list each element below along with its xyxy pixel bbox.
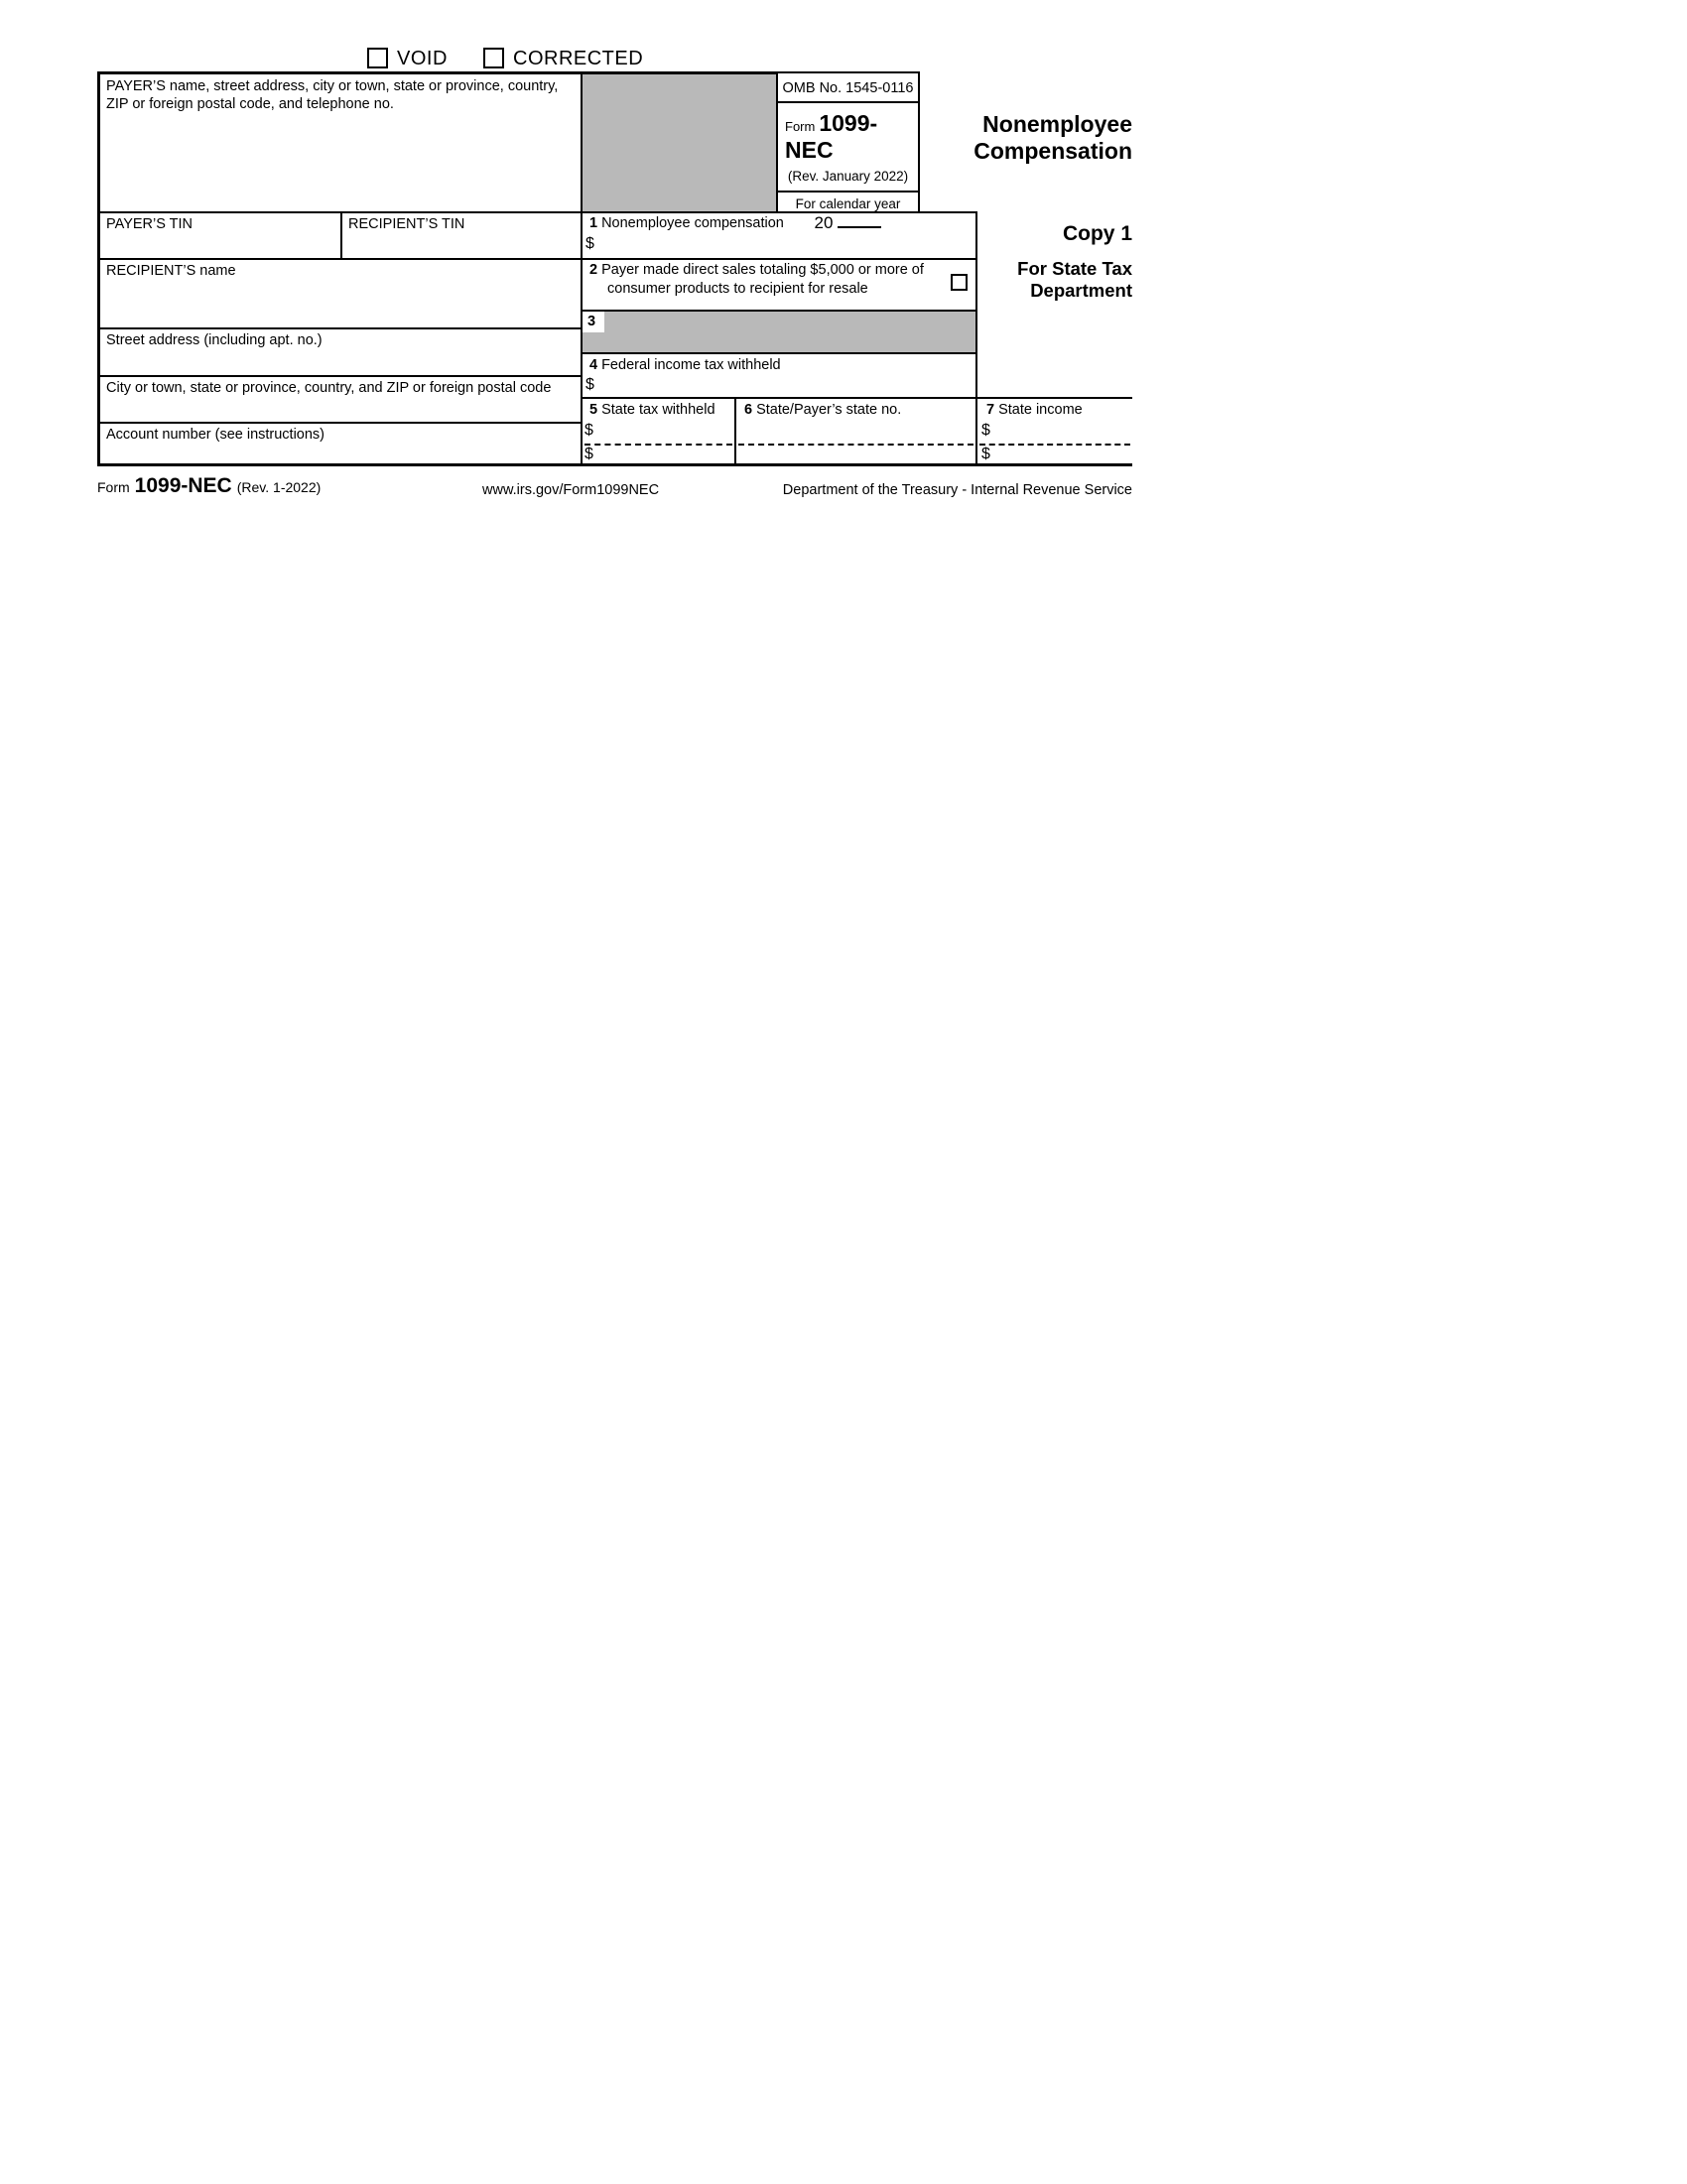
box2-text-line1: Payer made direct sales totaling $5,000 or more of <box>601 262 924 278</box>
shaded-area-top <box>583 74 776 211</box>
footer-agency: Department of the Treasury - Internal Revenue Service <box>782 482 1132 498</box>
box4-label <box>589 357 781 375</box>
box3-shaded-area <box>583 312 975 352</box>
account-top-line <box>97 422 581 424</box>
void-checkbox[interactable] <box>367 48 388 68</box>
box1-number: 1 <box>589 215 598 231</box>
footer-form-number: 1099-NEC <box>134 474 232 497</box>
box4-bottom-line <box>581 397 1132 399</box>
omb-form-number: 1099-NEC <box>785 110 878 163</box>
box5-text: State tax withheld <box>601 402 715 418</box>
footer-revision: (Rev. 1-2022) <box>236 479 322 495</box>
box7-dollar-bottom: $ <box>981 446 990 462</box>
payer-info-label: PAYER’S name, street address, city or town, state or province, country, ZIP or foreign postal code, and telephone no. <box>106 78 559 112</box>
box4-text: Federal income tax withheld <box>601 357 781 373</box>
form-title-line2: Compensation <box>973 138 1132 164</box>
box2-checkbox[interactable] <box>951 274 968 291</box>
street-address-label: Street address (including apt. no.) <box>106 332 323 348</box>
box5-dollar-top: $ <box>584 422 593 439</box>
account-number-label: Account number (see instructions) <box>106 427 325 443</box>
box7-number: 7 <box>986 402 995 418</box>
box4-dollar-sign: $ <box>585 376 594 393</box>
box2-bottom-line <box>581 310 977 312</box>
box5-dashed-line <box>584 444 732 446</box>
box5-box6-divider-line <box>734 397 736 466</box>
right-divider-line <box>975 211 977 466</box>
box1-dollar-sign: $ <box>585 235 594 252</box>
tin-divider-line <box>340 211 342 258</box>
border-left-line <box>97 71 100 466</box>
center-divider-line <box>581 71 583 466</box>
box1-text: Nonemployee compensation <box>601 215 784 231</box>
box5-number: 5 <box>589 402 598 418</box>
copy-label: Copy 1 <box>1062 222 1132 245</box>
box2-number: 2 <box>589 262 598 278</box>
street-bottom-line <box>97 375 581 377</box>
form-grid <box>97 71 1132 466</box>
calendar-year-field[interactable] <box>838 213 881 228</box>
box4-number: 4 <box>589 357 598 373</box>
payer-tin-label: PAYER’S TIN <box>106 216 194 232</box>
calendar-year-prefix: 20 <box>814 213 834 232</box>
calendar-year-label: For calendar year <box>795 196 901 211</box>
box3-number-chip <box>583 312 604 332</box>
box7-text: State income <box>998 402 1083 418</box>
box1-label <box>589 215 784 233</box>
footer-form-word: Form <box>97 479 130 495</box>
box3-bottom-line <box>581 352 977 354</box>
corrected-checkbox[interactable] <box>483 48 504 68</box>
box7-dashed-line <box>979 444 1130 446</box>
box6-label <box>744 402 901 420</box>
box7-label <box>986 402 1083 420</box>
box2-label-line2: consumer products to recipient for resale <box>607 281 868 297</box>
omb-form-word: Form <box>785 119 816 134</box>
box6-dashed-line <box>738 444 973 446</box>
box5-label <box>589 402 715 420</box>
void-label: VOID <box>397 48 448 69</box>
box6-number: 6 <box>744 402 753 418</box>
box5-dollar-bottom: $ <box>584 446 593 462</box>
copy-for-line2: Department <box>1030 280 1132 301</box>
box2-label-line1 <box>589 262 924 280</box>
corrected-label: CORRECTED <box>513 48 644 69</box>
box7-dollar-top: $ <box>981 422 990 439</box>
recipient-tin-label: RECIPIENT’S TIN <box>348 216 465 232</box>
recipient-name-bottom-line <box>97 327 581 329</box>
city-label: City or town, state or province, country, and ZIP or foreign postal code <box>106 380 552 396</box>
box3-number: 3 <box>587 314 596 329</box>
omb-revision: (Rev. January 2022) <box>787 169 909 184</box>
omb-number: OMB No. 1545-0116 <box>782 80 914 96</box>
form-title-line1: Nonemployee <box>982 111 1132 137</box>
form-title <box>878 111 1132 165</box>
footer-url: www.irs.gov/Form1099NEC <box>482 482 660 498</box>
footer-form-id <box>97 474 321 498</box>
row2-bottom-line <box>97 258 977 260</box>
box6-text: State/Payer’s state no. <box>756 402 902 418</box>
copy-for-line1: For State Tax <box>1017 258 1132 279</box>
recipient-name-label: RECIPIENT’S name <box>106 263 236 279</box>
